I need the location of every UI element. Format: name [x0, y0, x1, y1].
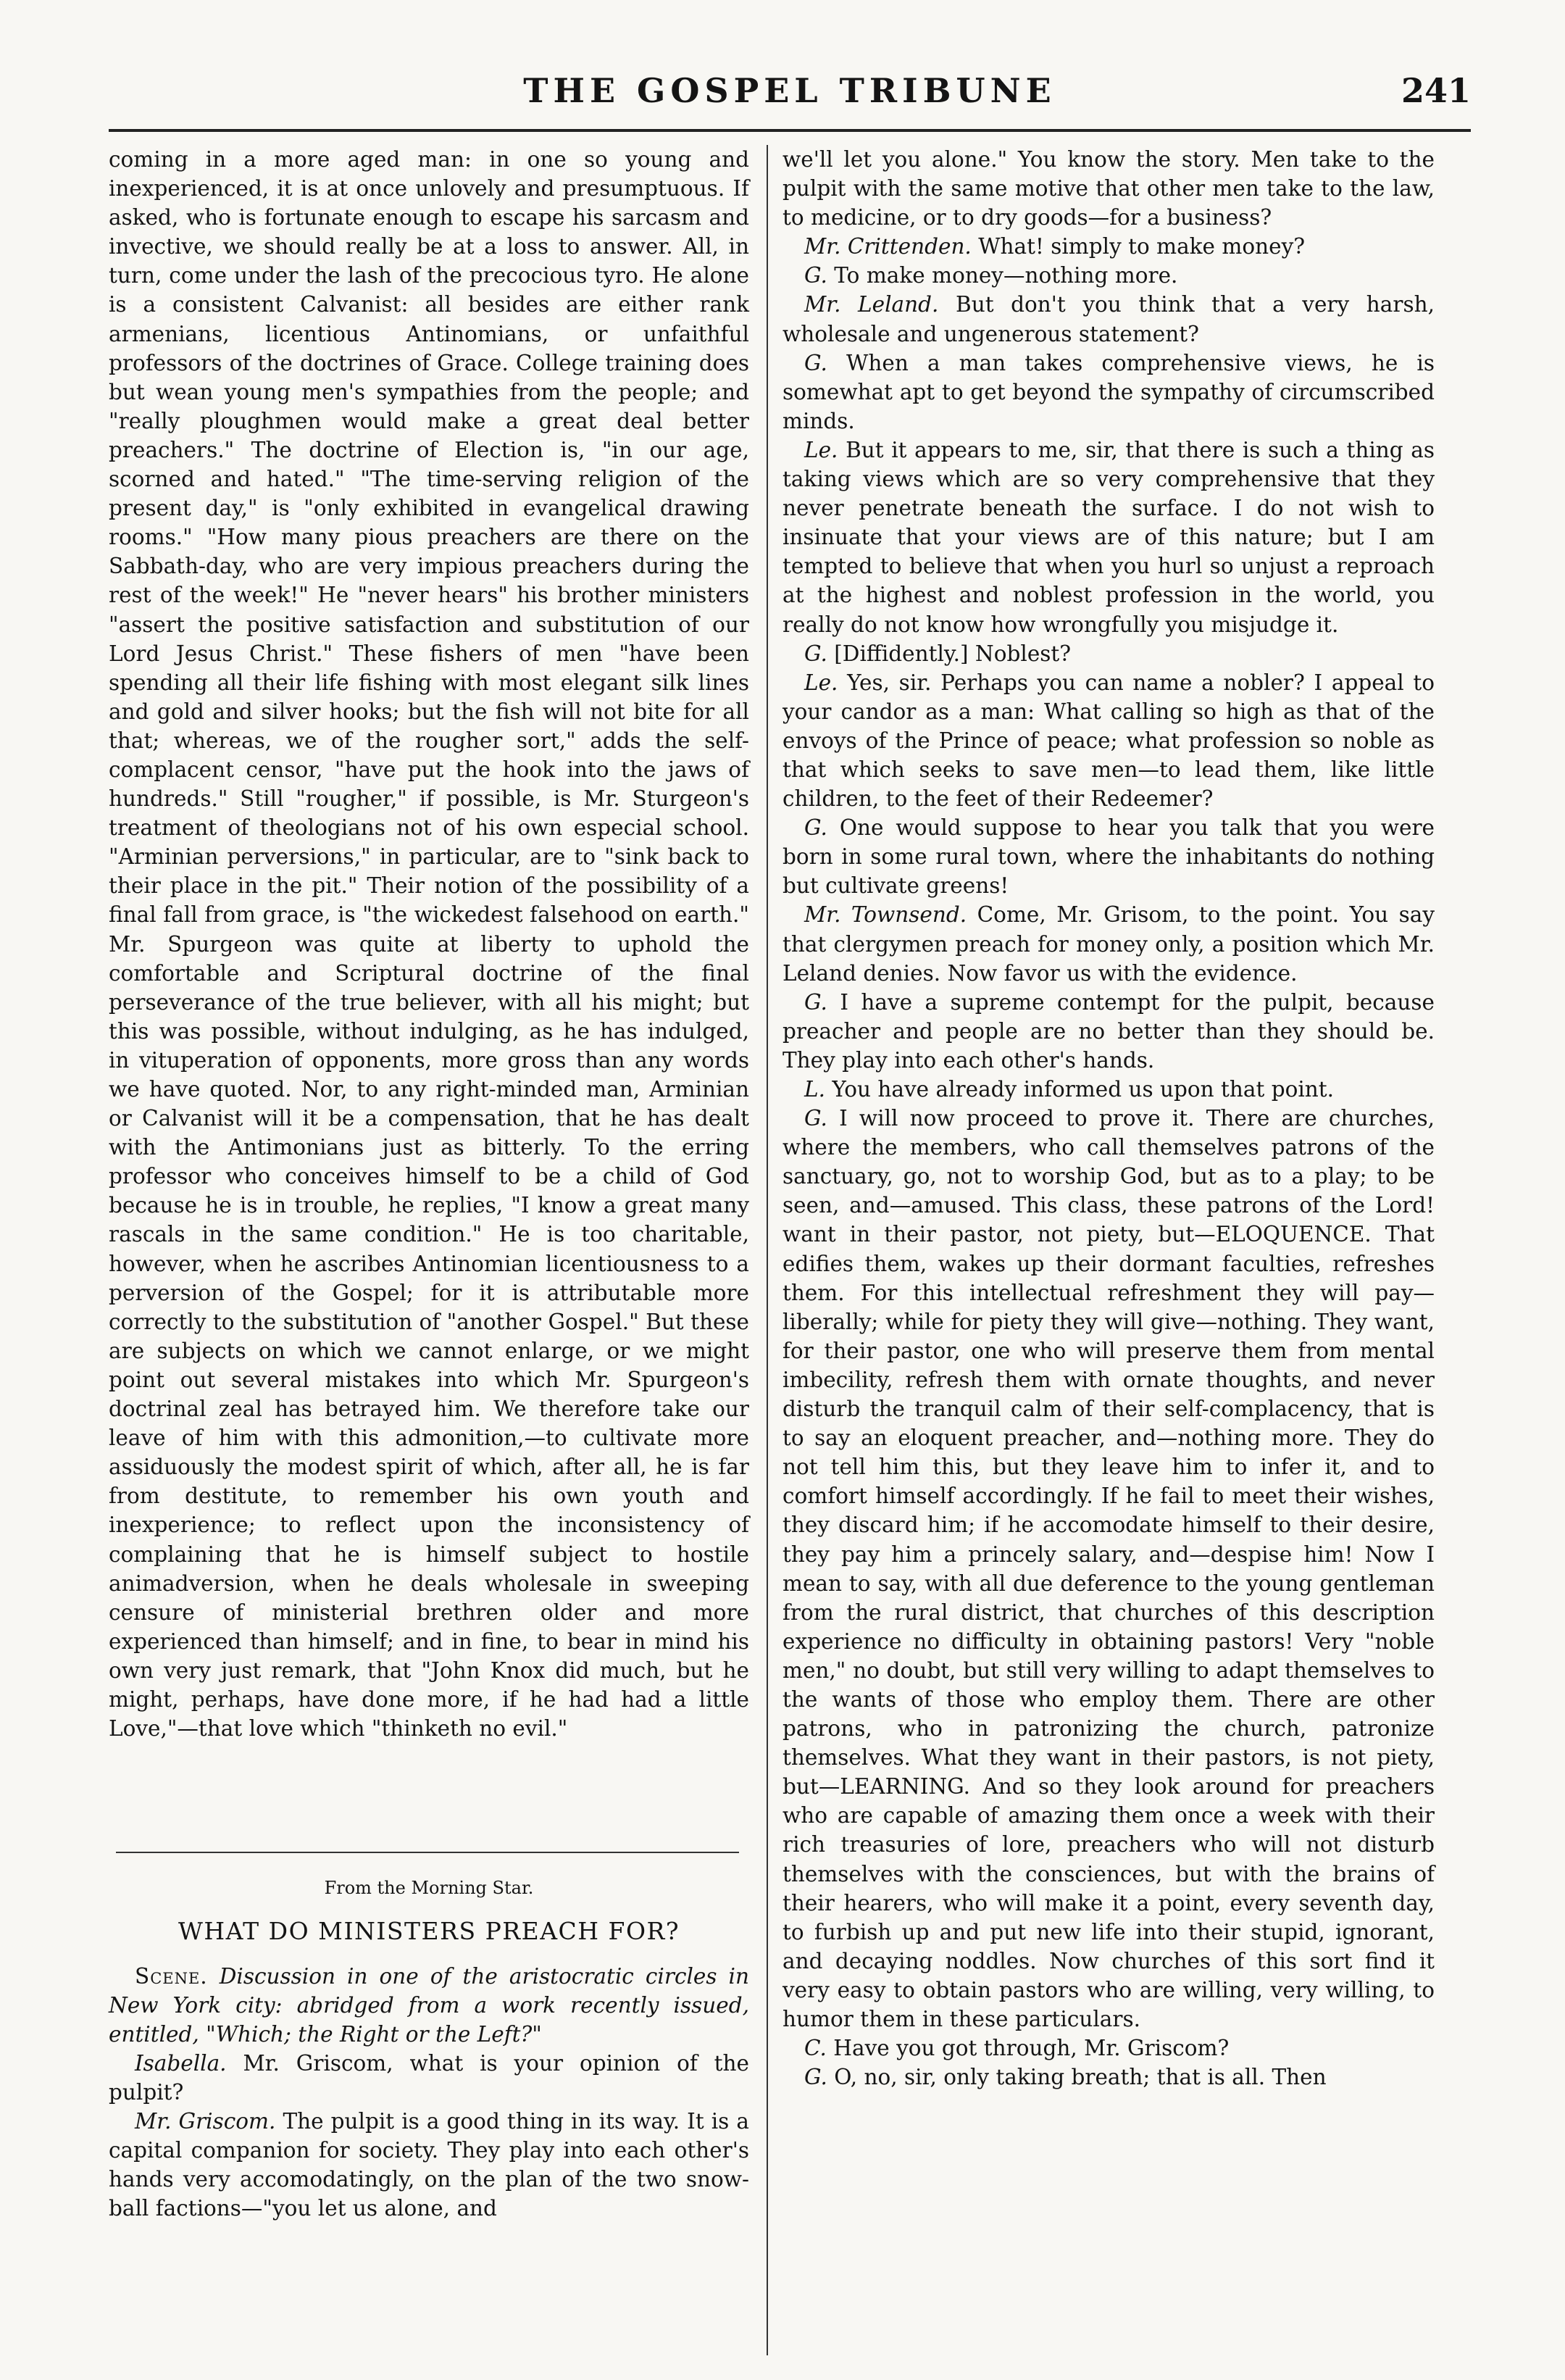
dialogue-line [783, 436, 1435, 639]
dialogue-text: But it appears to me, sir, that there is such a thing as taking views which are so very comprehensive that they never penetrate beneath the surface. I do not wish to insinuate that your views are of this nature; but I am tempted to believe that when you hurl so unjust a reproach at the highest and noblest profession in the world, you really do not know how wrongfully you misjudge it. [783, 437, 1435, 637]
header-rule [109, 129, 1471, 132]
speaker-name: Mr. Leland. [804, 292, 939, 317]
speaker-name: Mr. Griscom. [135, 2109, 276, 2134]
dialogue-text: The pulpit is a good thing in its way. It is a capital companion for society. They play into each other's hands very accomodatingly, on the plan of the two snow-ball factions—"you let us alone, and [109, 2109, 749, 2221]
dialogue-line [783, 900, 1435, 987]
article-separator-rule [116, 1852, 739, 1853]
dialogue-line [783, 2063, 1435, 2092]
left-column [109, 145, 749, 1743]
speaker-name: Mr. Crittenden. [804, 234, 972, 259]
speaker-name: Mr. Townsend. [804, 902, 967, 928]
dialogue-text: [Diffidently.] Noblest? [834, 641, 1072, 666]
dialogue-text: Yes, sir. Perhaps you can name a nobler? I appeal to your candor as a man: What calling so high as that of the envoys of the Prince of peace; what profession so noble as that which seeks to save men—to lead them, like little children, to the feet of their Redeemer? [783, 670, 1435, 812]
speaker-name: G. [804, 989, 827, 1015]
dialogue-text: I will now proceed to prove it. There are churches, where the members, who call themselves patrons of the sanctuary, go, not to worship God, but as to a play; to be seen, and—amused. This class, these patrons of the Lord! want in their pastor, not piety, but—ELOQUENCE. That edifies them, wakes up their dormant faculties, refreshes them. For this intellectual refreshment they will pay—liberally; while for piety they will give—nothing. They want, for their pastor, one who will preserve them from mental imbecility, refresh them with ornate thoughts, and never disturb the tranquil calm of their self-complacency, that is to say an eloquent preacher, and—nothing more. They do not tell him this, but they leave him to infer it, and to comfort himself accordingly. If he fail to meet their wishes, they discard him; if he accomodate himself to their desire, they pay him a princely salary, and—despise him! Now I mean to say, with all due deference to the young gentleman from the rural district, that churches of this description experience no difficulty in obtaining pastors! Very "noble men," no doubt, but still very willing to adapt themselves to the wants of those who employ them. There are other patrons, who in patronizing the church, patronize themselves. What they want in their pastors, is not piety, but—LEARNING. And so they look around for preachers who are capable of amazing them once a week with their rich treasuries of lore, preachers who will not disturb themselves with the consciences, but with the brains of their hearers, who will make it a point, every seventh day, to furbish up and put new life into their stupid, ignorant, and decaying noddles. Now churches of this sort find it very easy to obtain pastors who are willing, very willing, to humor them in these particulars. [783, 1106, 1435, 2031]
dialogue-text: Mr. Griscom, what is your opinion of the pulpit? [109, 2051, 749, 2105]
dialogue-line [109, 2107, 749, 2223]
dialogue-line [783, 261, 1435, 290]
dialogue-line [783, 290, 1435, 348]
dialogue-line [783, 988, 1435, 1075]
dialogue-text: we'll let you alone." You know the story. Men take to the pulpit with the same motive that other men take to the law, to medicine, or to dry goods—for a business? [783, 147, 1435, 230]
dialogue-text: What! simply to make money? [978, 234, 1306, 259]
speaker-name: G. [804, 641, 827, 666]
article-start [109, 1873, 749, 2223]
dialogue-line [783, 1075, 1435, 1104]
dialogue-text: One would suppose to hear you talk that you were born in some rural town, where the inhabitants do nothing but cultivate greens! [783, 815, 1435, 899]
page-number: 241 [1401, 71, 1471, 110]
speaker-name: G. [804, 350, 827, 375]
article-source: From the Morning Star. [324, 1878, 534, 1898]
speaker-name: Le. [804, 670, 838, 695]
dialogue-text: But don't you think that a very harsh, wholesale and ungenerous statement? [783, 292, 1435, 346]
dialogue-text: O, no, sir, only taking breath; that is all. Then [834, 2065, 1327, 2090]
scene-description: Discussion in one of the aristocratic circles in New York city: abridged from a work recently issued, entitled, "Which; the Right or the Left?" [109, 1964, 749, 2047]
article-title: WHAT DO MINISTERS PREACH FOR? [178, 1917, 680, 1945]
dialogue-line [783, 639, 1435, 668]
column-divider [767, 145, 768, 2355]
speaker-name: G. [804, 263, 827, 288]
dialogue-line [783, 232, 1435, 261]
dialogue-line [783, 1104, 1435, 2034]
right-column [783, 145, 1435, 2092]
speaker-name: L. [804, 1077, 825, 1102]
dialogue-text: I have a supreme contempt for the pulpit, because preacher and people are no better than they should be. They play into each other's hands. [783, 989, 1435, 1073]
publication-title: THE GOSPEL TRIBUNE [523, 71, 1056, 110]
dialogue-text: You have already informed us upon that point. [832, 1077, 1335, 1102]
dialogue-line [783, 349, 1435, 436]
speaker-name: G. [804, 1106, 827, 1131]
dialogue-text: Come, Mr. Grisom, to the point. You say that clergymen preach for money only, a position which Mr. Leland denies. Now favor us with the evidence. [783, 902, 1435, 986]
dialogue-text: To make money—nothing more. [834, 263, 1178, 288]
scene-paragraph [109, 1962, 749, 2049]
dialogue-line [783, 668, 1435, 813]
dialogue-text: When a man takes comprehensive views, he is somewhat apt to get beyond the sympathy of circumscribed minds. [783, 350, 1435, 433]
speaker-name: Isabella. [135, 2051, 227, 2076]
speaker-name: Le. [804, 437, 838, 462]
running-head [109, 71, 1471, 129]
speaker-name: G. [804, 2065, 827, 2090]
speaker-name: G. [804, 815, 827, 841]
speaker-name: C. [804, 2036, 827, 2061]
dialogue-line [109, 2049, 749, 2107]
dialogue-text: Have you got through, Mr. Griscom? [833, 2036, 1230, 2061]
dialogue-line [783, 2034, 1435, 2063]
left-column-paragraph: coming in a more aged man: in one so young and inexperienced, it is at once unlovely and presumptuous. If asked, who is fortunate enough to escape his sarcasm and invective, we should really be at a loss to answer. All, in turn, come under the lash of the precocious tyro. He alone is a consistent Calvanist: all besides are either rank armenians, licentious Antinomians, or unfaithful professors of the doctrines of Grace. College training does but wean young men's sympathies from the people; and "really ploughmen would make a great deal better preachers." The doctrine of Election is, "in our age, scorned and hated." "The time-serving religion of the present day," is "only exhibited in evangelical drawing rooms." "How many pious preachers are there on the Sabbath-day, who are very impious preachers during the rest of the week!" He "never hears" his brother ministers "assert the positive satisfaction and substitution of our Lord Jesus Christ." These fishers of men "have been spending all their life fishing with most elegant silk lines and gold and silver hooks; but the fish will not bite for all that; whereas, we of the rougher sort," adds the self-complacent censor, "have put the hook into the jaws of hundreds." Still "rougher," if possible, is Mr. Sturgeon's treatment of theologians not of his own especial school. "Arminian perversions," in particular, are to "sink back to their place in the pit." Their notion of the possibility of a final fall from grace, is "the wickedest falsehood on earth." Mr. Spurgeon was quite at liberty to uphold the comfortable and Scriptural doctrine of the final perseverance of the true believer, with all his might; but this was possible, without indulging, as he has indulged, in vituperation of opponents, more gross than any words we have quoted. Nor, to any right-minded man, Arminian or Calvanist will it be a compensation, that he has dealt with the Antimonians just as bitterly. To the erring professor who conceives himself to be a child of God because he is in trouble, he replies, "I know a great many rascals in the same condition." He is too charitable, however, when he ascribes Antinomian licentiousness to a perversion of the Gospel; for it is attributable more correctly to the substitution of "another Gospel." But these are subjects on which we cannot enlarge, or we might point out several mistakes into which Mr. Spurgeon's doctrinal zeal has betrayed him. We therefore take our leave of him with this admonition,—to cultivate more assiduously the modest spirit of which, after all, he is far from destitute, to remember his own youth and inexperience; to reflect upon the inconsistency of complaining that he is himself subject to hostile animadversion, when he deals wholesale in sweeping censure of ministerial brethren older and more experienced than himself; and in fine, to bear in mind his own very just remark, that "John Knox did much, but he might, perhaps, have done more, if he had had a little Love,"—that love which "thinketh no evil." [109, 147, 749, 1742]
dialogue-line [783, 813, 1435, 900]
dialogue-line [783, 145, 1435, 232]
scene-label: Scene. [135, 1964, 208, 1989]
